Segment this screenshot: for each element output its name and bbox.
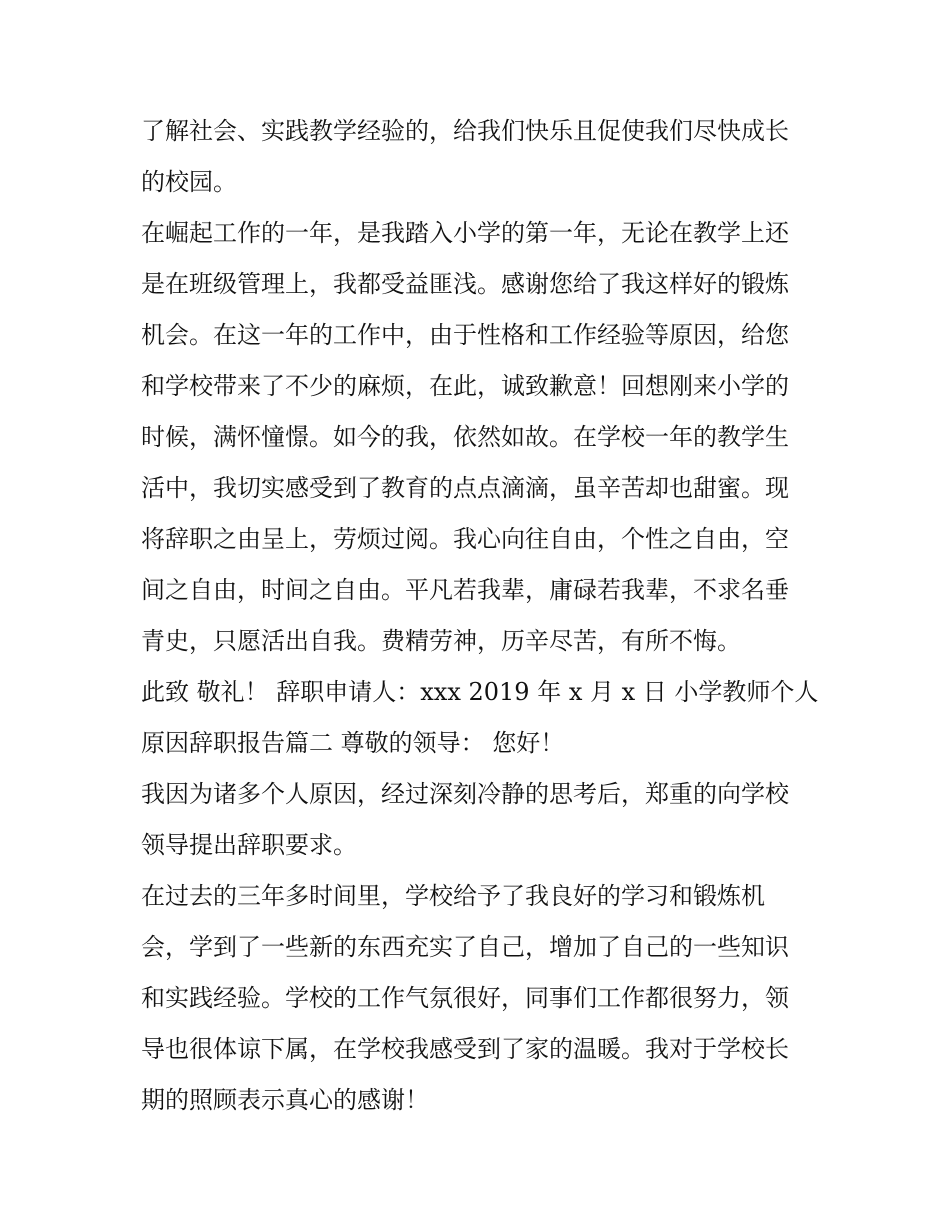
text-line: 此致 敬礼！ 辞职申请人：xxx 2019 年 x 月 x 日 小学教师个人 <box>141 678 819 706</box>
document-body <box>141 106 821 1126</box>
text-line: 是在班级管理上，我都受益匪浅。感谢您给了我这样好的锻炼 <box>141 270 789 298</box>
text-line: 活中，我切实感受到了教育的点点滴滴，虽辛苦却也甜蜜。现 <box>141 474 789 502</box>
text-line: 原因辞职报告篇二 尊敬的领导： 您好！ <box>141 729 565 757</box>
text-line: 和学校带来了不少的麻烦，在此，诚致歉意！回想刚来小学的 <box>141 372 789 400</box>
text-line: 间之自由，时间之自由。平凡若我辈，庸碌若我辈，不求名垂 <box>141 576 789 604</box>
text-line: 青史，只愿活出自我。费精劳神，历辛尽苦，有所不悔。 <box>141 627 741 655</box>
text-line: 在崛起工作的一年，是我踏入小学的第一年，无论在教学上还 <box>141 219 789 247</box>
text-line: 会，学到了一些新的东西充实了自己，增加了自己的一些知识 <box>141 933 789 961</box>
text-line: 的校园。 <box>141 168 237 196</box>
text-line: 时候，满怀憧憬。如今的我，依然如故。在学校一年的教学生 <box>141 423 789 451</box>
text-line: 导也很体谅下属，在学校我感受到了家的温暖。我对于学校长 <box>141 1035 789 1063</box>
text-line: 我因为诸多个人原因，经过深刻冷静的思考后，郑重的向学校 <box>141 780 789 808</box>
text-line: 和实践经验。学校的工作气氛很好，同事们工作都很努力，领 <box>141 984 789 1012</box>
text-line: 了解社会、实践教学经验的，给我们快乐且促使我们尽快成长 <box>141 117 789 145</box>
text-line: 期的照顾表示真心的感谢！ <box>141 1086 429 1114</box>
text-line: 在过去的三年多时间里，学校给予了我良好的学习和锻炼机 <box>141 882 765 910</box>
text-line: 将辞职之由呈上，劳烦过阅。我心向往自由，个性之自由，空 <box>141 525 789 553</box>
text-line: 领导提出辞职要求。 <box>141 831 357 859</box>
text-line: 机会。在这一年的工作中，由于性格和工作经验等原因，给您 <box>141 321 789 349</box>
